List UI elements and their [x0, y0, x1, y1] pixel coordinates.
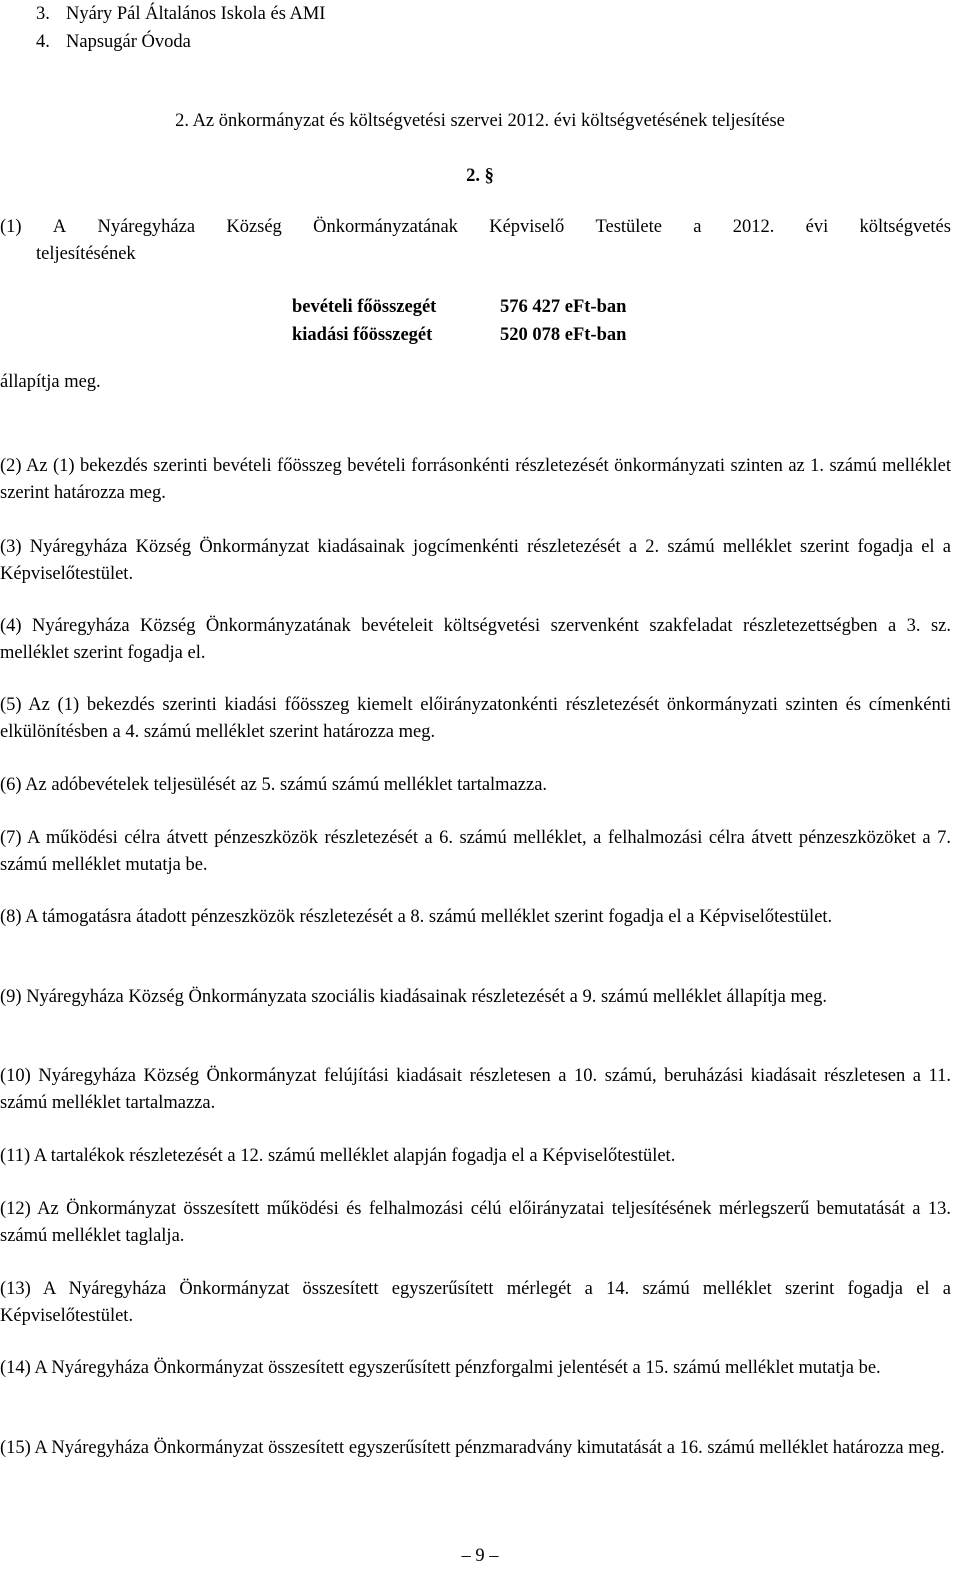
- paragraph-1: [0, 214, 951, 268]
- paragraph-1-word: Önkormányzatának: [313, 217, 458, 237]
- list-number: 4.: [36, 32, 50, 52]
- paragraph-10: (10) Nyáregyháza Község Önkormányzat felújítási kiadásait részletesen a 10. számú, beruházási kiadásait részletesen a 11. számú melléklet tartalmazza.: [0, 1066, 951, 1113]
- paragraph-8: (8) A támogatásra átadott pénzeszközök részletezését a 8. számú melléklet szerint fogadja el a Képviselőtestület.: [0, 907, 833, 927]
- paragraph-5: (5) Az (1) bekezdés szerinti kiadási főösszeg kiemelt előirányzatonkénti részletezését önkormányzati szinten és címenkénti elkülönítésben a 4. számú melléklet szerint határozza meg.: [0, 695, 951, 742]
- paragraph-3: (3) Nyáregyháza Község Önkormányzat kiadásainak jogcímenkénti részletezését a 2. számú melléklet szerint fogadja el a Képviselőtestület.: [0, 537, 951, 584]
- paragraph-1-word: A: [52, 217, 67, 237]
- school-list: [36, 1, 325, 57]
- paragraph-6: (6) Az adóbevételek teljesülését az 5. számú számú melléklet tartalmazza.: [0, 775, 548, 795]
- paragraph-11: (11) A tartalékok részletezését a 12. számú melléklet alapján fogadja el a Képviselőtestület.: [0, 1146, 676, 1166]
- paragraph-7: (7) A működési célra átvett pénzeszközök részletezését a 6. számú melléklet, a felhalmozási célra átvett pénzeszközöket a 7. számú melléklet mutatja be.: [0, 828, 951, 875]
- total-value: 520 078 eFt-ban: [500, 325, 627, 345]
- list-text: Napsugár Óvoda: [66, 32, 191, 52]
- section-number: 2. §: [466, 166, 494, 186]
- paragraph-1-word: (1): [0, 217, 22, 237]
- paragraph-1-line-2: teljesítésének: [36, 244, 136, 264]
- total-label: bevételi főösszegét: [292, 297, 437, 317]
- paragraph-1-word: Képviselő: [489, 217, 565, 237]
- list-number: 3.: [36, 4, 50, 24]
- paragraph-4: (4) Nyáregyháza Község Önkormányzatának bevételeit költségvetési szervenként szakfeladat részletezettségben a 3. sz. melléklet szerint fogadja el.: [0, 616, 951, 663]
- paragraph-9: (9) Nyáregyháza Község Önkormányzata szociális kiadásainak részletezését a 9. számú melléklet állapítja meg.: [0, 987, 827, 1007]
- paragraph-1-word: Község: [226, 217, 282, 237]
- page-number: – 9 –: [461, 1546, 499, 1566]
- paragraph-13: (13) A Nyáregyháza Önkormányzat összesített egyszerűsített mérlegét a 14. számú melléklet szerint fogadja el a Képviselőtestület.: [0, 1279, 951, 1326]
- list-item: [36, 29, 325, 57]
- totals-block: [292, 294, 626, 350]
- total-row-revenue: [292, 294, 626, 322]
- paragraph-1-word: költségvetés: [859, 217, 951, 237]
- list-item: [36, 1, 325, 29]
- paragraph-14: (14) A Nyáregyháza Önkormányzat összesített egyszerűsített pénzforgalmi jelentését a 15. számú melléklet mutatja be.: [0, 1358, 881, 1378]
- paragraph-2: (2) Az (1) bekezdés szerinti bevételi főösszeg bevételi forrásonkénti részletezését önkormányzati szinten az 1. számú melléklet szerint határozza meg.: [0, 456, 951, 503]
- list-text: Nyáry Pál Általános Iskola és AMI: [66, 4, 326, 24]
- paragraph-12: (12) Az Önkormányzat összesített működési és felhalmozási célú előirányzatai teljesítésének mérlegszerű bemutatását a 13. számú melléklet taglalja.: [0, 1199, 951, 1246]
- establishes-text: állapítja meg.: [0, 372, 101, 392]
- paragraph-1-word: 2012.: [732, 217, 775, 237]
- paragraph-1-line-1: [0, 214, 951, 241]
- paragraph-1-word: évi: [805, 217, 829, 237]
- total-row-expense: [292, 322, 626, 350]
- paragraph-1-word: Testülete: [595, 217, 662, 237]
- total-value: 576 427 eFt-ban: [500, 297, 627, 317]
- paragraph-1-word: a: [693, 217, 702, 237]
- paragraph-1-word: Nyáregyháza: [97, 217, 196, 237]
- section-heading: 2. Az önkormányzat és költségvetési szervei 2012. évi költségvetésének teljesítése: [175, 111, 785, 131]
- total-label: kiadási főösszegét: [292, 325, 433, 345]
- paragraph-15: (15) A Nyáregyháza Önkormányzat összesített egyszerűsített pénzmaradvány kimutatását a 16. számú melléklet határozza meg.: [0, 1438, 945, 1458]
